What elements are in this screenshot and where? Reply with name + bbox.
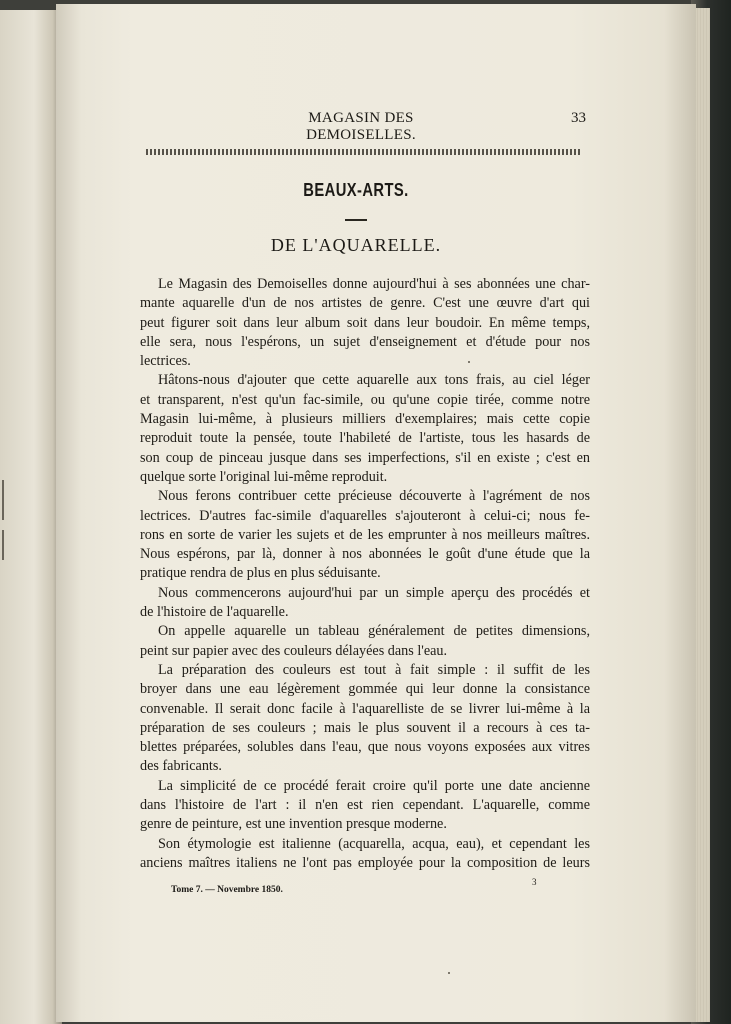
text-line: Magasin lui-même, à plusieurs milliers d'exemplaires; mais cette copie <box>140 411 590 428</box>
text-line: Nous espérons, par là, donner à nos abonnées le goût d'une étude que la <box>140 546 590 563</box>
running-head-title: MAGASIN DES DEMOISELLES. <box>306 110 416 143</box>
left-edge-mark <box>2 530 8 560</box>
text-line: préparation de ses couleurs ; mais le plus souvent il a recours à ces ta- <box>140 719 590 736</box>
section-title: BEAUX-ARTS. <box>303 180 409 200</box>
paragraph <box>140 584 590 623</box>
text-line: son coup de pinceau jusque dans ses imperfections, s'il en existe ; c'est en <box>140 449 590 466</box>
text-line: broyer dans une eau légèrement gommée qui leur donne la consistance <box>140 681 590 698</box>
text-line: dans l'histoire de l'art : il n'en est rien cependant. L'aquarelle, comme <box>140 797 590 814</box>
text-line: lectrices. <box>140 353 191 370</box>
text-line: pratique rendra de plus en plus séduisante. <box>140 565 381 582</box>
text-line: Son étymologie est italienne (acquarella, acqua, eau), et cependant les <box>158 835 590 852</box>
footer-volume-line: Tome 7. — Novembre 1850. <box>171 885 283 895</box>
paper-speck <box>448 972 450 974</box>
paragraph <box>140 275 590 371</box>
book-page <box>56 4 696 1022</box>
text-line: On appelle aquarelle un tableau généralement de petites dimensions, <box>158 623 590 640</box>
ornament-rule <box>146 149 580 155</box>
text-line: et transparent, n'est qu'un fac-simile, ou qu'une copie tirée, comme notre <box>140 391 590 408</box>
paragraph <box>140 777 590 835</box>
paper-speck <box>468 361 470 363</box>
text-line: peut figurer soit dans leur album soit dans leur boudoir. En même temps, <box>140 314 590 331</box>
text-line: La simplicité de ce procédé ferait croire qu'il porte une date ancienne <box>158 777 590 794</box>
running-head <box>56 110 696 143</box>
left-page-edge <box>0 10 62 1024</box>
text-line: de l'histoire de l'aquarelle. <box>140 604 289 621</box>
text-line: quelque sorte l'original lui-même reproduit. <box>140 468 388 485</box>
text-line: Nous ferons contribuer cette précieuse découverte à l'agrément de nos <box>158 488 590 505</box>
title-divider <box>345 219 367 221</box>
text-line: Hâtons-nous d'ajouter que cette aquarelle aux tons frais, au ciel léger <box>158 372 590 389</box>
paragraph <box>140 661 590 777</box>
paragraph <box>140 487 590 583</box>
text-line: Nous commencerons aujourd'hui par un simple aperçu des procédés et <box>158 584 590 601</box>
page-number: 33 <box>571 110 586 126</box>
article-body <box>140 275 590 873</box>
text-line: Le Magasin des Demoiselles donne aujourd'hui à ses abonnées une char- <box>158 276 590 292</box>
text-line: peint sur papier avec des couleurs délayées dans l'eau. <box>140 642 448 659</box>
text-line: reproduit toute la pensée, toute l'habileté de l'artiste, tous les hasards de <box>140 430 590 447</box>
text-line: mante aquarelle d'un de nos artistes de genre. C'est une œuvre d'art qui <box>140 295 590 312</box>
text-line: des fabricants. <box>140 758 222 775</box>
text-line: La préparation des couleurs est tout à fait simple : il suffit de les <box>158 661 590 678</box>
text-line: rons en sorte de varier les sujets et de les emprunter à nos meilleurs maîtres. <box>140 526 590 543</box>
page-edges <box>696 8 710 1022</box>
text-line: anciens maîtres italiens ne l'ont pas employée pour la composition de leurs <box>140 854 590 871</box>
text-line: lectrices. D'autres fac-simile d'aquarelles s'ajouteront à celui-ci; nous fe- <box>140 507 590 524</box>
text-line: elle sera, nous l'espérons, un sujet d'enseignement et d'étude pour nos <box>140 333 590 350</box>
signature-mark: 3 <box>532 877 537 887</box>
paragraph <box>140 835 590 874</box>
left-edge-mark <box>2 480 8 520</box>
paragraph <box>140 622 590 661</box>
paragraph <box>140 371 590 487</box>
text-line: genre de peinture, est une invention presque moderne. <box>140 816 447 833</box>
article-title: DE L'AQUARELLE. <box>270 235 442 255</box>
text-line: blettes préparées, solubles dans l'eau, que nous voyons exposées aux vitres <box>140 739 590 756</box>
text-line: convenable. Il serait donc facile à l'aquarelliste de se livrer lui-même à la <box>140 700 590 717</box>
